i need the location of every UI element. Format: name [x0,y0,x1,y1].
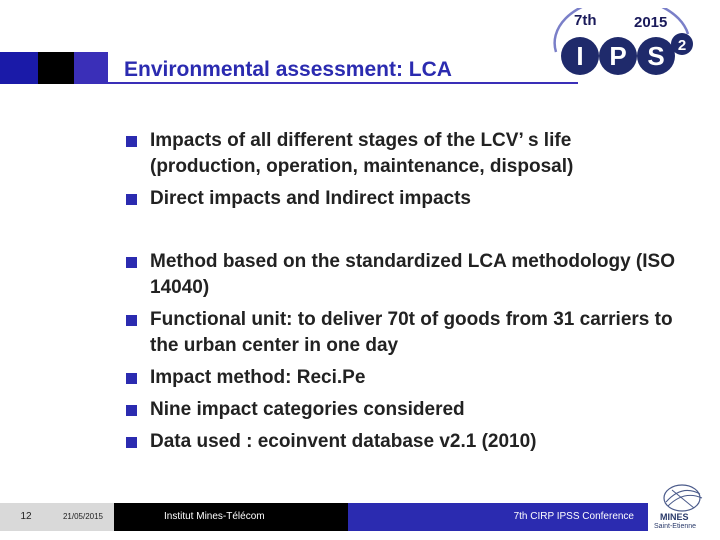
bullet-text: Nine impact categories considered [150,399,465,420]
list-item [124,186,684,212]
list-item [124,249,684,301]
header-underline [108,82,578,84]
bullet-text: Direct impacts and Indirect impacts [150,188,471,209]
footer-institution: Institut Mines-Télécom [128,503,348,531]
footer-date: 21/05/2015 [52,503,114,531]
logo-superscript: 2 [677,37,687,54]
bullet-text: Impact method: Reci.Pe [150,367,366,388]
bullet-text: Impacts of all different stages of the LCV’ s life (production, operation, maintenance, disposal) [150,130,574,177]
footer-divider [114,503,128,531]
logo-ordinal: 7th [574,12,597,29]
bullet-list-2 [124,249,684,461]
logo-letter-p: P [609,41,627,71]
list-item [124,429,684,455]
list-item [124,365,684,391]
logo-graphic [548,8,718,80]
header-band-black [38,52,74,84]
mines-logo-name: MINES [660,512,689,522]
list-item [124,128,684,180]
bullet-square-icon [126,136,137,147]
bullet-square-icon [126,405,137,416]
bullet-square-icon [126,315,137,326]
header-band-blue-right [74,52,108,84]
ipss-logo [548,8,718,80]
bullet-text: Data used : ecoinvent database v2.1 (2010) [150,431,537,452]
slide-footer [0,503,650,531]
bullet-square-icon [126,257,137,268]
bullet-text: Method based on the standardized LCA methodology (ISO 14040) [150,251,675,298]
logo-letter-s: S [647,41,665,71]
header-band-blue-left [0,52,38,84]
bullet-square-icon [126,437,137,448]
list-item [124,307,684,359]
footer-conference: 7th CIRP IPSS Conference [348,503,648,531]
bullet-text: Functional unit: to deliver 70t of goods from 31 carriers to the urban center in one day [150,309,673,356]
bullet-square-icon [126,373,137,384]
logo-year: 2015 [634,14,668,31]
logo-letter-i: I [576,41,584,71]
bullet-square-icon [126,194,137,205]
bullet-list-1 [124,128,684,218]
mines-logo-place: Saint-Etienne [654,523,697,530]
mines-emblem-icon [652,482,716,514]
list-item [124,397,684,423]
slide-title: Environmental assessment: LCA [124,58,452,81]
page-number: 12 [0,503,52,531]
mines-logo [652,482,716,536]
